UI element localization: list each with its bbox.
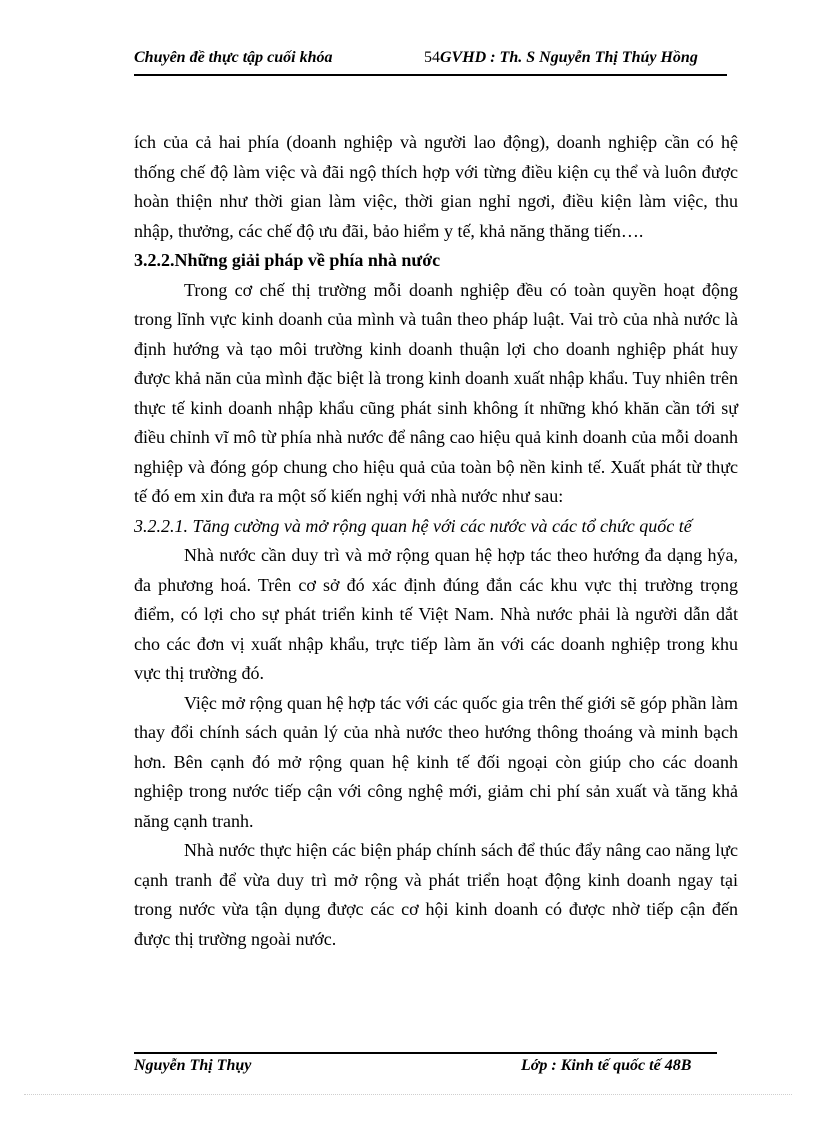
page-boundary-divider: [24, 1094, 792, 1095]
page-footer: [134, 1052, 717, 1074]
header-supervisor: [424, 49, 698, 67]
header-supervisor-name: GVHD : Th. S Nguyễn Thị Thúy Hồng: [440, 49, 698, 66]
footer-class: Lớp : Kinh tế quốc tế 48B: [521, 1057, 692, 1074]
paragraph-continuation: ích của cả hai phía (doanh nghiệp và người lao động), doanh nghiệp cần có hệ thống chế độ làm việc và đãi ngộ thích hợp với từng điều kiện cụ thể và luôn được hoàn thiện như thời gian làm việc, thời gian nghỉ ngơi, điều kiện làm việc, thu nhập, thưởng, các chế độ ưu đãi, bảo hiểm y tế, khả năng thăng tiến….: [134, 132, 738, 241]
subsection-heading-3-2-2-1: 3.2.2.1. Tăng cường và mở rộng quan hệ với các nước và các tổ chức quốc tế: [134, 515, 692, 536]
paragraph-competitiveness: Nhà nước thực hiện các biện pháp chính sách để thúc đẩy nâng cao năng lực cạnh tranh để vừa duy trì mở rộng và phát triển hoạt động kinh doanh ngay tại trong nước vừa tận dụng được các cơ hội kinh doanh có được nhờ tiếp cận đến được thị trường ngoài nước.: [134, 840, 738, 949]
document-body: [134, 128, 738, 954]
paragraph-relations: Nhà nước cần duy trì và mở rộng quan hệ hợp tác theo hướng đa dạng hýa, đa phương hoá. Trên cơ sở đó xác định đúng đắn các khu vực thị trường trọng điểm, có lợi cho sự phát triển kinh tế Việt Nam. Nhà nước phải là người dẫn dắt cho các đơn vị xuất nhập khẩu, trực tiếp làm ăn với các doanh nghiệp trong khu vực thị trường đó.: [134, 545, 738, 683]
page-number: 54: [424, 49, 440, 66]
page-header: [134, 44, 727, 76]
footer-author: Nguyễn Thị Thụy: [134, 1057, 252, 1074]
paragraph-cooperation: Việc mở rộng quan hệ hợp tác với các quốc gia trên thế giới sẽ góp phần làm thay đổi chính sách quản lý của nhà nước theo hướng thông thoáng và minh bạch hơn. Bên cạnh đó mở rộng quan hệ kinh tế đối ngoại còn giúp cho các doanh nghiệp trong nước tiếp cận với công nghệ mới, giảm chi phí sản xuất và tăng khả năng cạnh tranh.: [134, 692, 738, 831]
paragraph-state-role: Trong cơ chế thị trường mỗi doanh nghiệp đều có toàn quyền hoạt động trong lĩnh vực kinh doanh của mình và tuân theo pháp luật. Vai trò của nhà nước là định hướng và tạo môi trường kinh doanh thuận lợi cho doanh nghiệp phát huy được khả năn của mình đặc biệt là trong kinh doanh xuất nhập khẩu. Tuy nhiên trên thực tế kinh doanh nhập khẩu cũng phát sinh không ít những khó khăn cần tới sự điều chỉnh vĩ mô từ phía nhà nước để nâng cao hiệu quả kinh doanh của mỗi doanh nghiệp và đóng góp chung cho hiệu quả của toàn bộ nền kinh tế. Xuất phát từ thực tế đó em xin đưa ra một số kiến nghị với nhà nước như sau:: [134, 279, 738, 506]
section-heading-3-2-2: 3.2.2.Những giải pháp về phía nhà nước: [134, 250, 441, 270]
header-document-title: Chuyên đề thực tập cuối khóa: [134, 49, 333, 66]
